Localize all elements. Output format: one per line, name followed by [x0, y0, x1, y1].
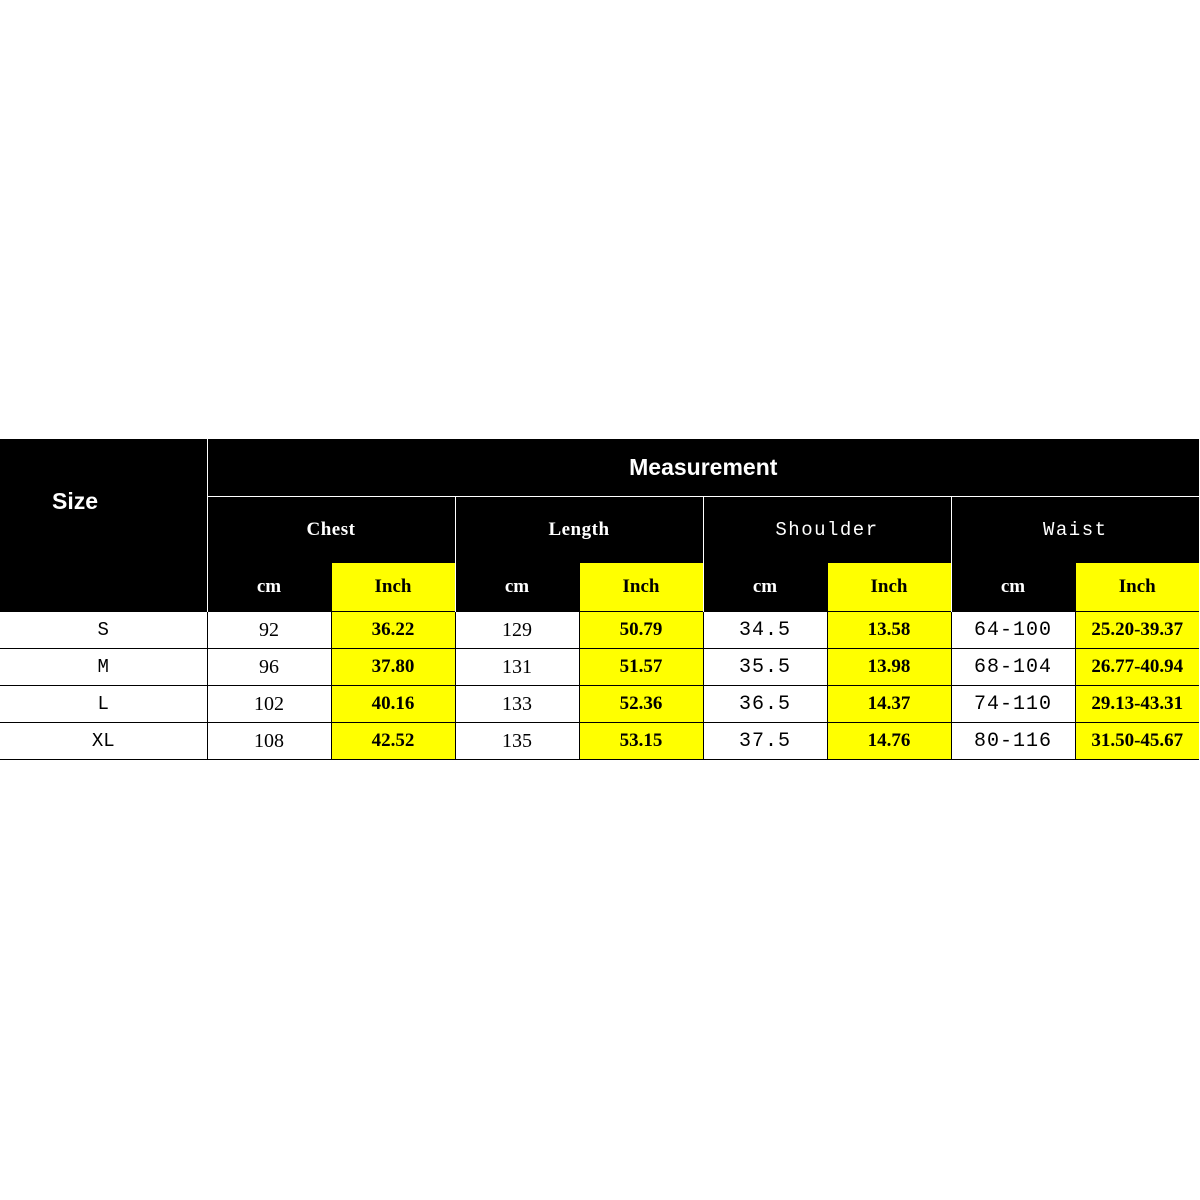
shoulder-inch-cell: 14.37 [827, 686, 951, 723]
length-cm-cell: 135 [455, 723, 579, 760]
shoulder-cm-cell: 34.5 [703, 612, 827, 649]
waist-inch-cell: 25.20-39.37 [1075, 612, 1199, 649]
shoulder-inch-cell: 14.76 [827, 723, 951, 760]
header-row-measurement [0, 439, 1199, 497]
chest-cm-cell: 102 [207, 686, 331, 723]
shoulder-group-header: Shoulder [703, 497, 951, 564]
chest-inch-cell: 37.80 [331, 649, 455, 686]
chest-cm-cell: 92 [207, 612, 331, 649]
measurement-header: Measurement [207, 439, 1199, 497]
length-cm-cell: 129 [455, 612, 579, 649]
size-column-header: Size [0, 439, 207, 563]
waist-inch-cell: 31.50-45.67 [1075, 723, 1199, 760]
length-inch-cell: 52.36 [579, 686, 703, 723]
table-row [0, 649, 1199, 686]
length-inch-cell: 50.79 [579, 612, 703, 649]
size-header-spacer [0, 563, 207, 612]
shoulder-unit-inch: Inch [827, 563, 951, 612]
waist-inch-cell: 29.13-43.31 [1075, 686, 1199, 723]
waist-cm-cell: 68-104 [951, 649, 1075, 686]
waist-group-header: Waist [951, 497, 1199, 564]
waist-cm-cell: 64-100 [951, 612, 1075, 649]
shoulder-inch-cell: 13.98 [827, 649, 951, 686]
chest-inch-cell: 40.16 [331, 686, 455, 723]
chest-group-header: Chest [207, 497, 455, 564]
chest-inch-cell: 36.22 [331, 612, 455, 649]
header-row-units [0, 563, 1199, 612]
size-cell: XL [0, 723, 207, 760]
chest-cm-cell: 108 [207, 723, 331, 760]
table-row [0, 723, 1199, 760]
size-cell: L [0, 686, 207, 723]
length-unit-cm: cm [455, 563, 579, 612]
chest-unit-inch: Inch [331, 563, 455, 612]
waist-inch-cell: 26.77-40.94 [1075, 649, 1199, 686]
table-row [0, 612, 1199, 649]
length-cm-cell: 133 [455, 686, 579, 723]
length-cm-cell: 131 [455, 649, 579, 686]
length-group-header: Length [455, 497, 703, 564]
length-inch-cell: 53.15 [579, 723, 703, 760]
shoulder-unit-cm: cm [703, 563, 827, 612]
waist-unit-cm: cm [951, 563, 1075, 612]
size-chart-table [0, 439, 1199, 760]
shoulder-inch-cell: 13.58 [827, 612, 951, 649]
chest-cm-cell: 96 [207, 649, 331, 686]
shoulder-cm-cell: 36.5 [703, 686, 827, 723]
waist-cm-cell: 74-110 [951, 686, 1075, 723]
chest-inch-cell: 42.52 [331, 723, 455, 760]
size-cell: S [0, 612, 207, 649]
chest-unit-cm: cm [207, 563, 331, 612]
shoulder-cm-cell: 37.5 [703, 723, 827, 760]
waist-cm-cell: 80-116 [951, 723, 1075, 760]
waist-unit-inch: Inch [1075, 563, 1199, 612]
shoulder-cm-cell: 35.5 [703, 649, 827, 686]
length-unit-inch: Inch [579, 563, 703, 612]
table-row [0, 686, 1199, 723]
size-cell: M [0, 649, 207, 686]
length-inch-cell: 51.57 [579, 649, 703, 686]
